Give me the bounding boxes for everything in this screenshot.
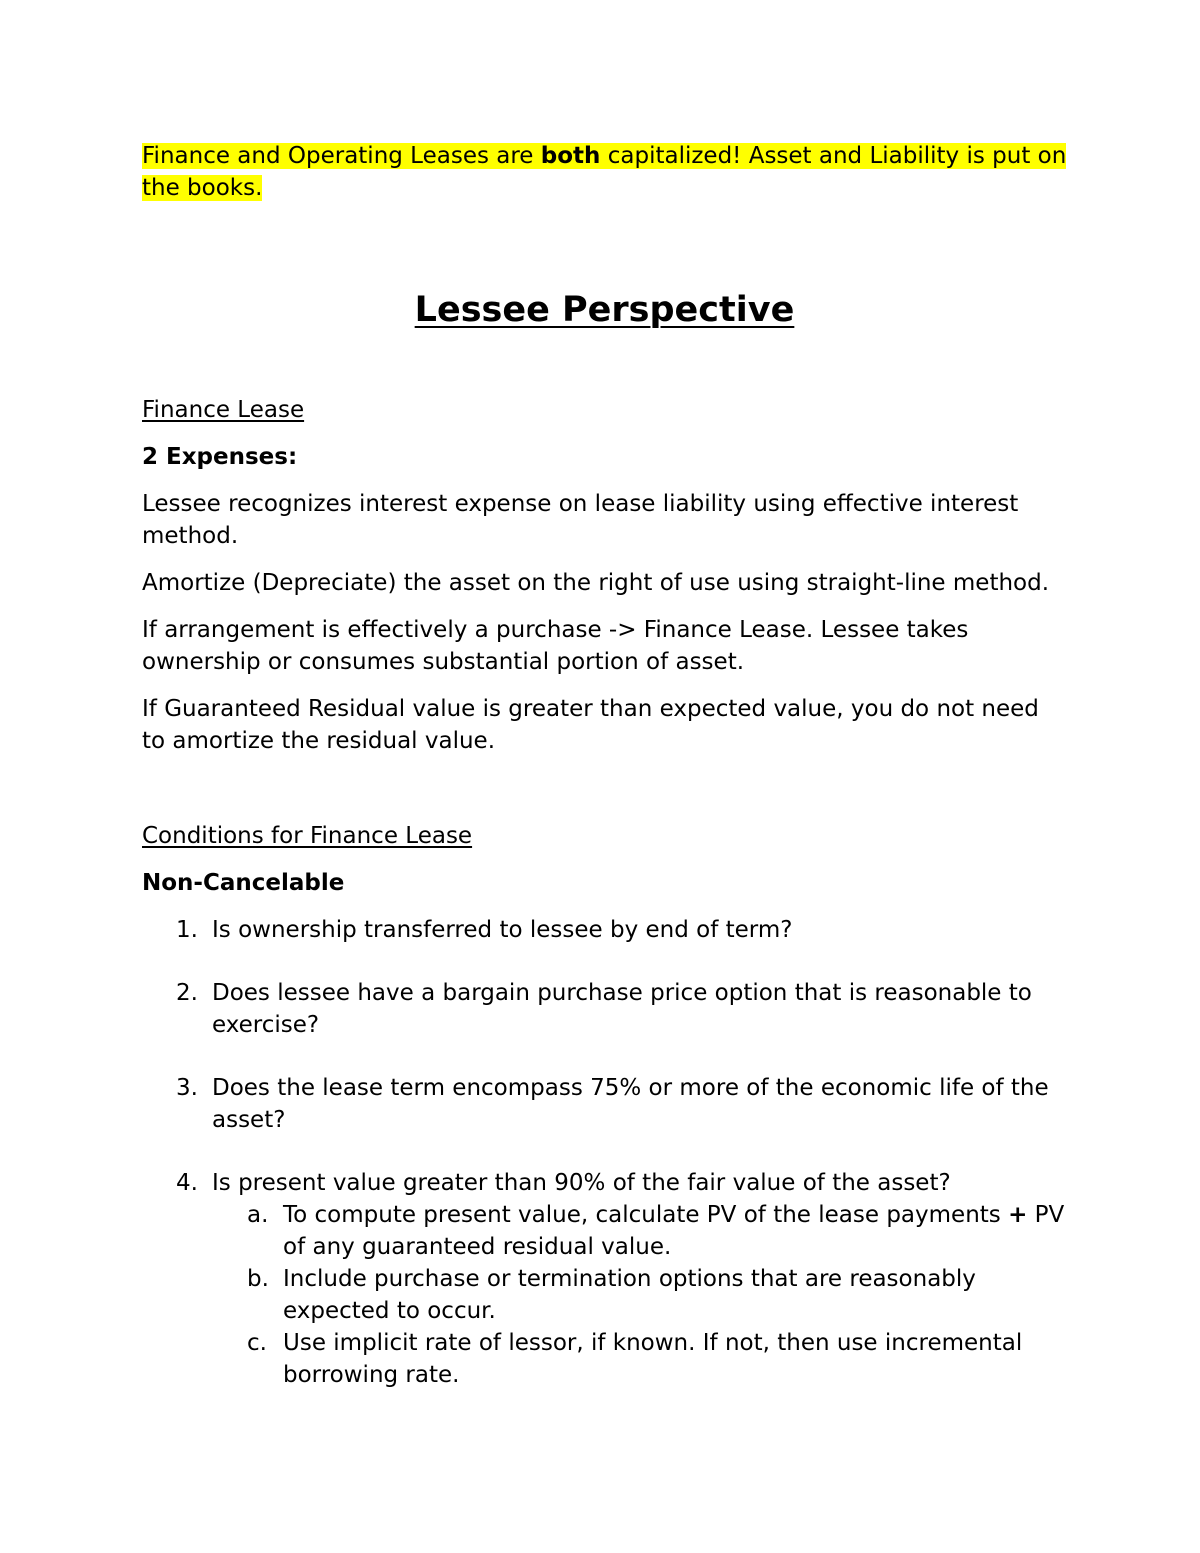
list-item: 2. Does lessee have a bargain purchase price option that is reasonable to exercise? (176, 980, 1032, 1038)
list-item: 4. Is present value greater than 90% of the fair value of the asset? a. To compute present value, calculate PV of the lease payments + PV of any guaranteed residual value. b. Include purchase or termination options that are reasonably expected to occur. c. Use implicit rate of lessor, if known. If not, then use incremental borrowing rate. (142, 1167, 1067, 1391)
sub-list-item: a. To compute present value, calculate PV of the lease payments + PV of any guaranteed residual value. (247, 1202, 1065, 1260)
page-title: Lessee Perspective (414, 290, 795, 330)
document-page (142, 140, 1067, 1391)
sub-list-item: b. Include purchase or termination options that are reasonably expected to occur. (247, 1266, 976, 1324)
sub-list-item: c. Use implicit rate of lessor, if known. If not, then use incremental borrowing rate. (247, 1330, 1023, 1388)
sub-conditions-list (212, 1199, 1067, 1391)
conditions-list (142, 914, 1067, 1391)
finance-paragraph-3: If arrangement is effectively a purchase -> Finance Lease. Lessee takes ownership or consumes substantial portion of asset. (142, 617, 969, 675)
finance-paragraph-1: Lessee recognizes interest expense on lease liability using effective interest method. (142, 491, 1019, 549)
finance-paragraph-4: If Guaranteed Residual value is greater than expected value, you do not need to amortize the residual value. (142, 696, 1039, 754)
intro-bold-word: both (540, 143, 601, 169)
conditions-heading: Conditions for Finance Lease (142, 823, 473, 849)
list-item: 1. Is ownership transferred to lessee by end of term? (176, 917, 793, 943)
intro-text-2: capitalized! Asset and Liability is put on the books. (142, 143, 1067, 201)
finance-lease-heading: Finance Lease (142, 397, 305, 423)
intro-highlight (142, 140, 1067, 204)
intro-text-1: Finance and Operating Leases are (142, 143, 541, 169)
expenses-subheading: 2 Expenses: (142, 444, 298, 470)
non-cancelable-subheading: Non-Cancelable (142, 870, 345, 896)
finance-paragraph-2: Amortize (Depreciate) the asset on the right of use using straight-line method. (142, 570, 1050, 596)
list-item: 3. Does the lease term encompass 75% or more of the economic life of the asset? (176, 1075, 1049, 1133)
